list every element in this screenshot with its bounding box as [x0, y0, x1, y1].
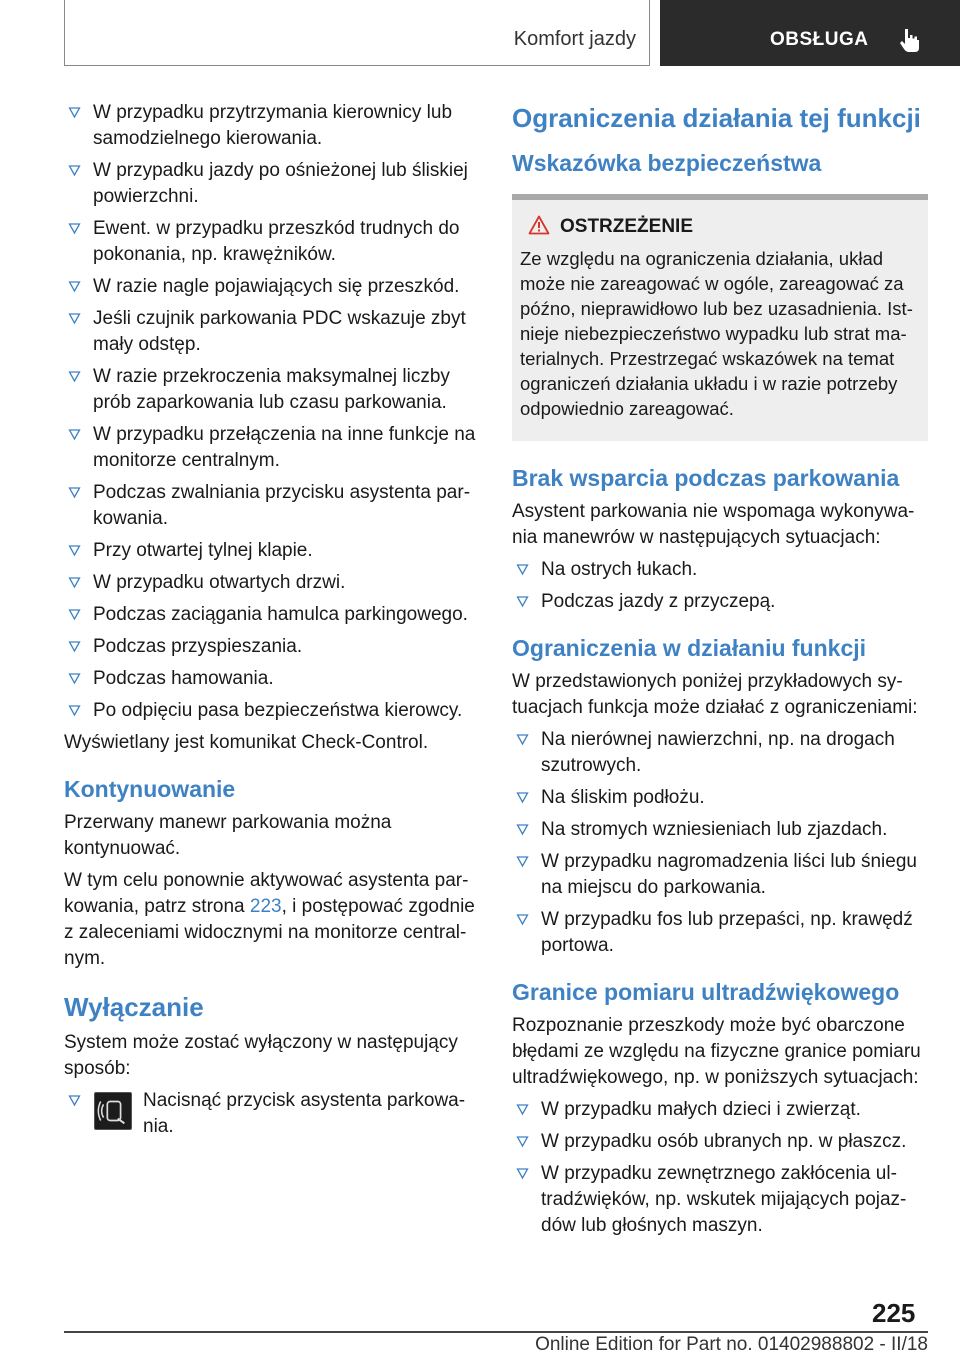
off-text: System może zostać wyłączony w następujący sposób: [64, 1032, 458, 1079]
list-item-text: W przypadku małych dzieci i zwierząt. [541, 1099, 861, 1120]
off-list [64, 1088, 478, 1140]
triangle-bullet-icon [516, 595, 529, 608]
page-link-223[interactable]: 223 [249, 896, 282, 917]
list-item-text: Podczas przyspieszania. [93, 636, 303, 657]
edition-line: Online Edition for Part no. 01402988802 - II/18 [535, 1334, 928, 1355]
list-item [512, 727, 928, 779]
list-item [64, 570, 478, 596]
triangle-bullet-icon [516, 823, 529, 836]
triangle-bullet-icon [516, 563, 529, 576]
list-item [64, 100, 478, 152]
list-item [64, 634, 478, 660]
warning-title: OSTRZEŻENIE [522, 214, 920, 240]
off-heading: Wyłączanie [64, 992, 204, 1022]
warning-box [512, 200, 928, 441]
warning-triangle-icon [528, 215, 550, 235]
list-item [64, 422, 478, 474]
list-item-text: Ewent. w przypadku przeszkód trudnych do pokonania, np. krawężników. [93, 218, 460, 265]
list-item [512, 557, 928, 583]
main-heading: Ograniczenia działania tej funkcji [512, 103, 921, 133]
triangle-bullet-icon [516, 855, 529, 868]
triangle-bullet-icon [68, 608, 81, 621]
list-item-text: Jeśli czujnik parkowania PDC wskazuje zbyt mały odstęp. [93, 308, 466, 355]
continue-text-2: W tym celu ponownie aktywować asystenta parkowania, patrz strona 223, i postępować zgodnie z zaleceniami widocznymi na monitorze centralnym. [64, 870, 475, 969]
no-support-heading: Brak wsparcia podczas parkowania [512, 465, 900, 491]
list-item-text: Na stromych wzniesieniach lub zjazdach. [541, 819, 888, 840]
triangle-bullet-icon [68, 370, 81, 383]
list-item [512, 817, 928, 843]
safety-heading: Wskazówka bezpieczeństwa [512, 150, 822, 176]
continue-text-1: Przerwany manewr parkowania można kontynuować. [64, 812, 392, 859]
list-item [64, 480, 478, 532]
triangle-bullet-icon [68, 312, 81, 325]
chapter-tab [660, 0, 960, 66]
triangle-bullet-icon [516, 791, 529, 804]
list-item [64, 306, 478, 358]
ultrasonic-list [512, 1097, 928, 1239]
triangle-bullet-icon [516, 1103, 529, 1116]
list-item [64, 158, 478, 210]
list-item [64, 364, 478, 416]
list-item [512, 785, 928, 811]
triangle-bullet-icon [516, 913, 529, 926]
list-item [64, 602, 478, 628]
list-item [512, 1097, 928, 1123]
triangle-bullet-icon [68, 672, 81, 685]
limits-heading: Ograniczenia w działaniu funkcji [512, 635, 867, 661]
list-item-text: Przy otwartej tylnej klapie. [93, 540, 313, 561]
list-item-text: W przypadku osób ubranych np. w płaszcz. [541, 1131, 907, 1152]
chapter-label: OBSŁUGA [770, 29, 869, 50]
no-support-text: Asystent parkowania nie wspomaga wykonywania manewrów w następujących sytuacjach: [512, 501, 915, 548]
list-item-text: W przypadku nagromadzenia liści lub śniegu na miejscu do parkowania. [541, 851, 917, 898]
triangle-bullet-icon [68, 222, 81, 235]
list-item [64, 698, 478, 724]
list-item [64, 538, 478, 564]
limits-list [512, 727, 928, 959]
list-item-text: W przypadku przełączenia na inne funkcje na monitorze centralnym. [93, 424, 476, 471]
list-item [512, 1129, 928, 1155]
list-item-text: W przypadku przytrzymania kierownicy lub samodzielnego kierowania. [93, 102, 453, 149]
right-column [512, 100, 928, 1245]
list-item-text: Podczas hamowania. [93, 668, 274, 689]
hand-pointer-icon [896, 26, 924, 54]
check-control-note: Wyświetlany jest komunikat Check-Control. [64, 732, 429, 753]
triangle-bullet-icon [68, 280, 81, 293]
list-item-text: Podczas zwalniania przycisku asystenta parkowania. [93, 482, 471, 529]
list-item [512, 589, 928, 615]
list-item-text: Na śliskim podłożu. [541, 787, 705, 808]
triangle-bullet-icon [68, 164, 81, 177]
list-item-text: Podczas zaciągania hamulca parkingowego. [93, 604, 468, 625]
section-title: Komfort jazdy [513, 28, 636, 50]
condition-list [64, 100, 478, 724]
list-item-text: W przypadku jazdy po ośnieżonej lub śliskiej powierzchni. [93, 160, 468, 207]
list-item-text: W razie przekroczenia maksymalnej liczby prób zaparkowania lub czasu parkowania. [93, 366, 450, 413]
warning-text: Ze względu na ograniczenia działania, układ może nie zareagować w ogóle, zareagować za późno, nieprawidłowo lub bez uzasadnienia. Istnieje niebezpieczeństwo wypadku lub strat materialnych. Przestrzegać wskazówek na temat ograniczeń działania układu i w razie potrzeby odpowiednio zareagować. [520, 248, 913, 419]
list-item: Nacisnąć przycisk asystenta parkowania. [64, 1088, 478, 1140]
triangle-bullet-icon [68, 486, 81, 499]
list-item-text: Na ostrych łukach. [541, 559, 698, 580]
ultrasonic-heading: Granice pomiaru ultradźwiękowego [512, 979, 900, 1005]
triangle-bullet-icon [68, 106, 81, 119]
left-column [64, 100, 478, 1146]
list-item-text: Po odpięciu pasa bezpieczeństwa kierowcy. [93, 700, 463, 721]
list-item-text: Podczas jazdy z przyczepą. [541, 591, 776, 612]
triangle-bullet-icon [68, 704, 81, 717]
list-item [64, 274, 478, 300]
triangle-bullet-icon [68, 576, 81, 589]
triangle-bullet-icon [68, 640, 81, 653]
no-support-list [512, 557, 928, 615]
list-item-text: W razie nagle pojawiających się przeszkód. [93, 276, 460, 297]
list-item-text: Na nierównej nawierzchni, np. na drogach szutrowych. [541, 729, 895, 776]
list-item [512, 907, 928, 959]
continue-heading: Kontynuowanie [64, 776, 236, 802]
triangle-bullet-icon [68, 1094, 81, 1107]
page-number: 225 [872, 1298, 916, 1328]
triangle-bullet-icon [68, 428, 81, 441]
triangle-bullet-icon [68, 544, 81, 557]
list-item [512, 849, 928, 901]
list-item-text: W przypadku zewnętrznego zakłócenia ultradźwięków, np. wskutek mijających pojazdów lub głośnych maszyn. [541, 1163, 907, 1236]
list-item [512, 1161, 928, 1239]
triangle-bullet-icon [516, 1135, 529, 1148]
ultrasonic-text: Rozpoznanie przeszkody może być obarczone błędami ze względu na fizyczne granice pomiaru ultradźwiękowego, np. w poniższych sytuacjach: [512, 1015, 921, 1088]
list-item-text: W przypadku fos lub przepaści, np. krawędź portowa. [541, 909, 913, 956]
triangle-bullet-icon [516, 1167, 529, 1180]
footer-rule [64, 1331, 928, 1333]
list-item-text: W przypadku otwartych drzwi. [93, 572, 346, 593]
list-item [64, 666, 478, 692]
list-item [64, 216, 478, 268]
limits-text: W przedstawionych poniżej przykładowych sytuacjach funkcja może działać z ograniczeniami: [512, 671, 918, 718]
park-assist-button-icon [94, 1092, 132, 1130]
triangle-bullet-icon [516, 733, 529, 746]
